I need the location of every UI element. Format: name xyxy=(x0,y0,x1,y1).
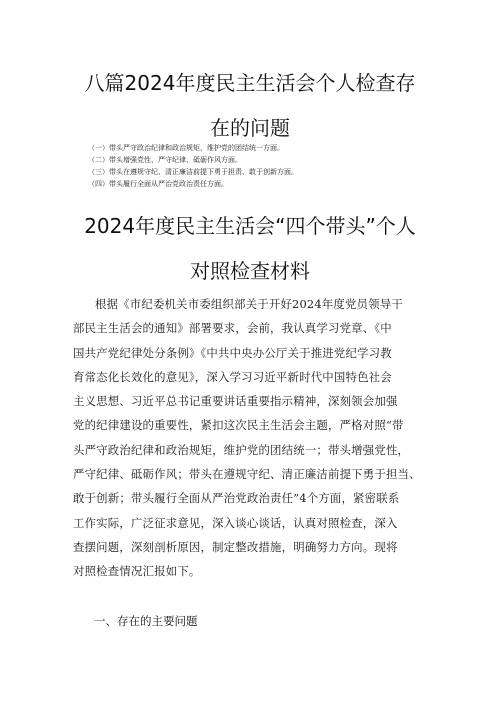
body-line-4: 育常态化长效化的意见》，深入学习习近平新时代中国特色社会 xyxy=(73,369,392,384)
body-line-3: 国共产党纪律处分条例》《中共中央办公厅关于推进党纪学习教 xyxy=(73,345,392,360)
body-line-9: 敢于创新；带头履行全面从严治党政治责任”4个方面，紧密联系 xyxy=(73,491,400,506)
body-line-8: 严守纪律、砥砺作风；带头在遵规守纪、清正廉洁前提下勇于担当、 xyxy=(73,467,421,482)
topic-item-2: （二）带头增强党性、严守纪律、砥砺作风方面。 xyxy=(88,156,242,164)
sub-title-line-2: 对照检查材料 xyxy=(190,259,310,283)
body-line-1: 根据《市纪委机关市委组织部关于开好2024年度党员领导干 xyxy=(95,297,403,311)
section-heading: 一、存在的主要问题 xyxy=(94,614,198,628)
topic-item-1: （一）带头严守政治纪律和政治规矩，维护党的团结统一方面。 xyxy=(88,144,284,152)
topic-item-4: （四）带头履行全面从严治党政治责任方面。 xyxy=(88,180,228,188)
body-line-11: 查摆问题，深刻剖析原因，制定整改措施，明确努力方向。现将 xyxy=(73,539,398,554)
sub-title-line-1: 2024年度民主生活会“四个带头”个人 xyxy=(84,214,416,238)
body-line-7: 头严守政治纪律和政治规矩，维护党的团结统一；带头增强党性， xyxy=(73,442,410,457)
topic-list xyxy=(88,142,448,190)
body-line-10: 工作实际，广泛征求意见，深入谈心谈话，认真对照检查，深入 xyxy=(73,515,398,530)
body-paragraph xyxy=(73,292,439,584)
main-title-line-2: 在的问题 xyxy=(210,116,290,140)
main-title-line-1: 八篇2024年度民主生活会个人检查存 xyxy=(84,71,416,95)
topic-item-3: （三）带头在遵规守纪、清正廉洁前提下勇于担责、敢于创新方面。 xyxy=(88,168,298,176)
body-line-2: 部民主生活会的通知》部署要求，会前，我认真学习党章、《中 xyxy=(73,321,392,336)
body-line-5: 主义思想、习近平总书记重要讲话重要指示精神，深刻领会加强 xyxy=(73,394,398,409)
body-line-6: 党的纪律建设的重要性，紧扣这次民主生活会主题，严格对照“带 xyxy=(73,418,404,433)
body-line-12: 对照检查情况汇报如下。 xyxy=(73,564,201,579)
